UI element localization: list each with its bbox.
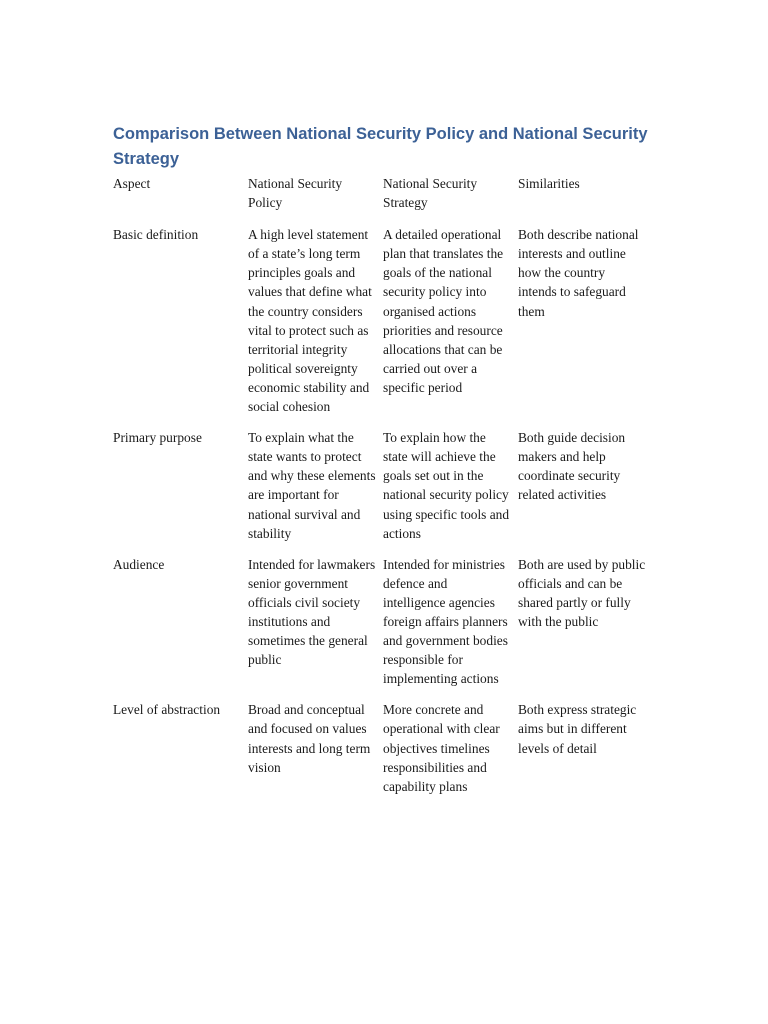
row-similarities: Both describe national interests and outline how the country intends to safeguard them: [518, 227, 639, 319]
header-aspect: Aspect: [113, 176, 151, 191]
row-similarities: Both express strategic aims but in different levels of detail: [518, 702, 637, 756]
row-aspect: Level of abstraction: [113, 702, 221, 718]
table-row: [113, 555, 653, 689]
header-policy: National Security Policy: [248, 176, 343, 211]
header-strategy: National Security Strategy: [383, 176, 478, 211]
table-header-row: [113, 174, 653, 212]
table-row: [113, 700, 653, 795]
row-strategy: More concrete and operational with clear objectives timelines responsibilities and capability plans: [383, 702, 500, 794]
row-aspect: Audience: [113, 556, 165, 572]
row-policy: Broad and conceptual and focused on values interests and long term vision: [248, 702, 371, 775]
table-row: [113, 428, 653, 543]
row-strategy: To explain how the state will achieve the goals set out in the national security policy using specific tools and actions: [383, 430, 510, 541]
table-row: [113, 225, 653, 416]
row-similarities: Both are used by public officials and can be shared partly or fully with the public: [518, 556, 646, 629]
row-policy: Intended for lawmakers senior government officials civil society institutions and sometimes the general public: [248, 556, 376, 668]
row-policy: A high level statement of a state’s long term principles goals and values that define what the country considers vital to protect such as territorial integrity political sovereignty economic stability and social cohesion: [248, 227, 372, 415]
row-policy: To explain what the state wants to protect and why these elements are important for national survival and stability: [248, 430, 376, 541]
document-title: Comparison Between National Security Policy and National Security Strategy: [113, 125, 648, 168]
row-aspect: Basic definition: [113, 227, 199, 243]
comparison-table: [113, 174, 653, 808]
header-similarities: Similarities: [518, 176, 580, 191]
row-similarities: Both guide decision makers and help coordinate security related activities: [518, 430, 626, 503]
row-strategy: Intended for ministries defence and intelligence agencies foreign affairs planners and government bodies responsible for implementing actions: [383, 556, 508, 687]
row-strategy: A detailed operational plan that translates the goals of the national security policy into organised actions priorities and resource allocations that can be carried out over a specific period: [383, 227, 504, 395]
row-aspect: Primary purpose: [113, 430, 202, 446]
